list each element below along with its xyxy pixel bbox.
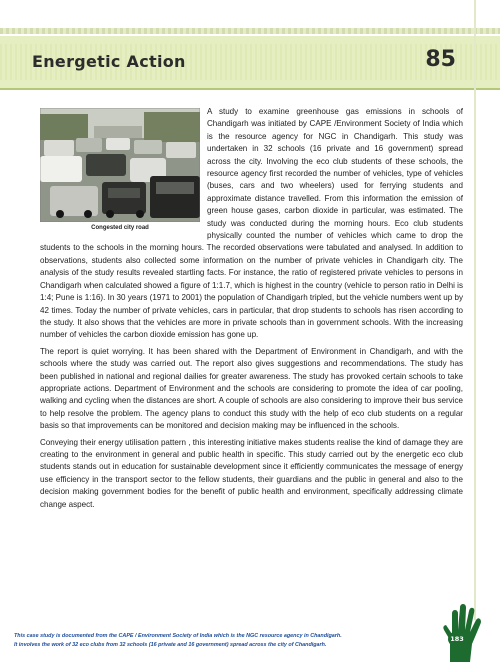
chapter-title: Energetic Action	[32, 52, 186, 71]
right-margin-strip	[474, 0, 476, 620]
congested-road-photo	[40, 108, 200, 222]
article-body	[40, 106, 463, 515]
footer-note-line-2: It involves the work of 32 eco clubs from 32 schools (16 private and 16 government) spread across the city of Chandigarh.	[14, 641, 327, 648]
top-decorative-stripe	[0, 28, 500, 34]
figure-caption: Congested city road	[91, 225, 149, 231]
article-paragraph-1	[40, 106, 463, 342]
chapter-number: 85	[425, 47, 456, 72]
footer-source-note	[14, 632, 434, 649]
page-number: 183	[448, 632, 466, 646]
paragraph-1-text: A study to examine greenhouse gas emissions in schools of Chandigarh was initiated by CAPE /Environment Society of India which is the resource agency for NGC in Chandigarh. This study was undertaken in 32 schools (16 private and 16 government) spread across the city. Involving the eco club students of these schools, the resource agency first recorded the number of vehicles, type of vehicles (buses, cars and two wheelers) used for ferrying students and approximate distance travelled. From this information the emission of green house gases, carbon dioxide in particular, was estimated. The study was conducted during the morning hours. Eco club students physically counted the number of vehicles which came to drop the students to the schools in the morning hours. The recorded observations were tabulated and analysed. In addition to observations, students also collected some information on the number of private vehicles in Chandigarh city. The analysis of the study results revealed startling facts. For instance, the ratio of registered private vehicles to persons in Chandigarh when calculated showed a figure of 1:1.7, which is highest in the country (vehicle to person ratio in Delhi is 1:4; Pune is 1:16). In 30 years (1971 to 2001) the population of Chandigarh tripled, but the vehicle numbers went up by 42 times. Today the number of private vehicles, cars in particular, that drop students to schools has risen according to the study. It also shows that the vehicles are more in private schools than in government schools. With the increasing number of vehicles the carbon dioxide emission has gone up.	[40, 107, 463, 340]
footer-note-line-1: This case study is documented from the CAPE / Environment Society of India which is the NGC resource agency in Chandigarh.	[14, 633, 342, 639]
article-paragraph-2: The report is quiet worrying. It has been shared with the Department of Environment in Chandigarh, and with the schools where the study was carried out. The report also gives suggestions and recommendations. The study has been published in national and regional dailies for greater awareness. The study has provoked certain schools to take appropriate actions. Department of Environment and the schools are considering to promote the idea of car pooling, walking and cycling when the distances are short. A couple of schools are also considering to improve their bus service to help resolve the problem. The agency plans to conduct this study with the help of eco club students on a regular basis so that improvements can be monitored and decision making may be influenced in the schools.	[40, 346, 463, 431]
figure	[40, 108, 200, 232]
header-divider	[0, 88, 500, 90]
article-paragraph-3: Conveying their energy utilisation pattern , this interesting initiative makes students realise the kind of damage they are creating to the environment in general and public health in specific. This study carried out by the energetic eco club students stands out in education for sustainable development since it efficiently communicates the message of energy use efficiency in the transport sector to the fellow students, their guardians and the public in general and also to the decision making government bodies for the benefit of public health and environment, specifically addressing climate change aspect.	[40, 437, 463, 509]
